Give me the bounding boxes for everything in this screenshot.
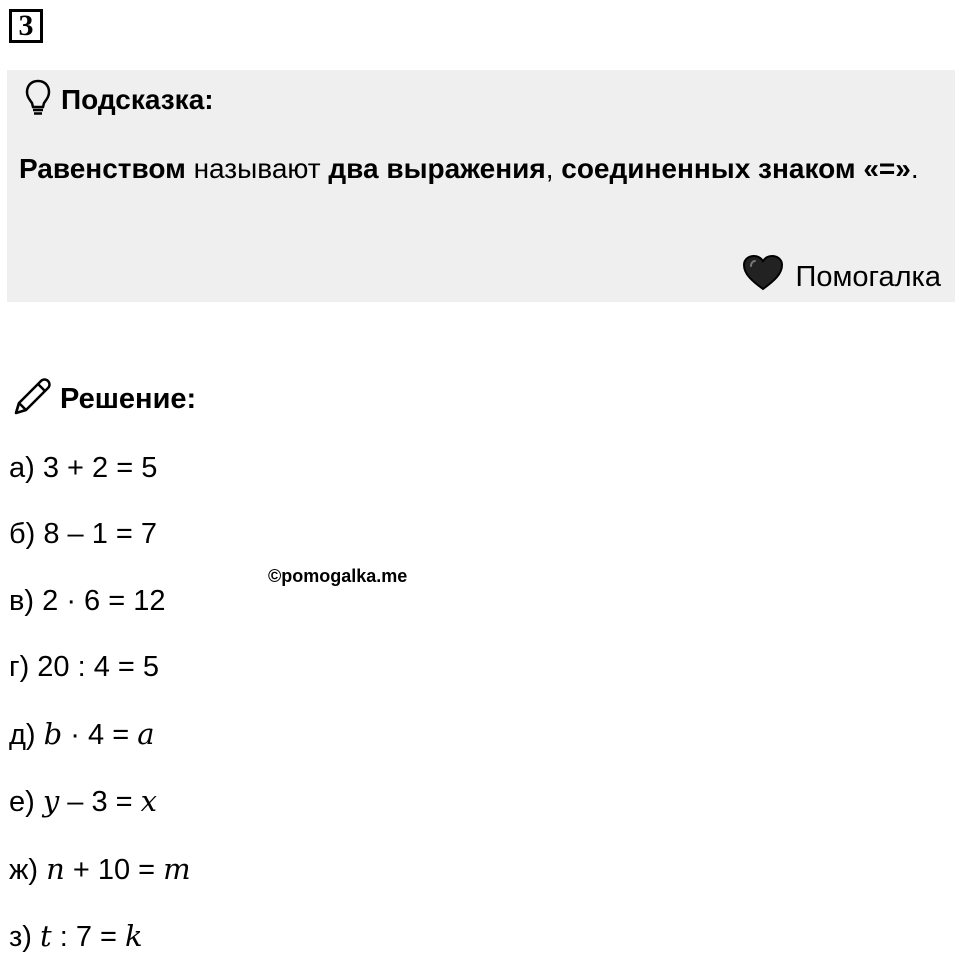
hint-box xyxy=(7,70,955,302)
watermark: ©pomogalka.me xyxy=(268,566,408,586)
hint-part-5: . xyxy=(910,153,919,184)
solution-title: Решение: xyxy=(60,382,197,415)
task-number: 3 xyxy=(9,9,43,43)
item-label: ж) xyxy=(9,854,39,886)
variable: b xyxy=(43,717,63,751)
expression-text: 3 + 2 = 5 xyxy=(34,452,158,484)
variable: t xyxy=(40,919,52,953)
expression-text: 2 · 6 = 12 xyxy=(34,585,166,617)
item-label: а) xyxy=(9,452,35,484)
variable: x xyxy=(140,784,158,818)
expression-text: · 4 = xyxy=(62,719,138,751)
hint-part-1: называют xyxy=(185,153,329,184)
variable: a xyxy=(137,717,155,751)
solution-item xyxy=(9,849,191,889)
item-label: б) xyxy=(9,518,36,550)
expression-text xyxy=(32,921,40,953)
item-label: з) xyxy=(9,921,32,953)
item-label: в) xyxy=(9,585,35,617)
solution-item xyxy=(9,448,157,488)
expression-text xyxy=(36,719,44,751)
hint-part-2: два выражения xyxy=(328,153,546,184)
variable: n xyxy=(46,852,65,886)
pencil-icon xyxy=(10,375,54,424)
hint-part-0: Равенством xyxy=(19,153,186,184)
solution-header xyxy=(10,376,196,422)
hint-part-4: соединенных знаком «=» xyxy=(561,153,911,184)
hint-title: Подсказка: xyxy=(61,84,214,115)
expression-text xyxy=(35,786,43,818)
solution-item xyxy=(9,647,159,687)
solution-item xyxy=(9,581,165,621)
lightbulb-icon xyxy=(25,79,51,122)
heart-icon xyxy=(742,254,784,300)
item-label: г) xyxy=(9,651,30,683)
hint-text xyxy=(19,142,919,196)
expression-text xyxy=(38,854,46,886)
hint-part-3: , xyxy=(545,153,562,184)
hint-header xyxy=(25,80,214,120)
brand xyxy=(742,254,941,300)
expression-text: 8 – 1 = 7 xyxy=(35,518,158,550)
expression-text: – 3 = xyxy=(59,786,141,818)
solution-item xyxy=(9,781,157,821)
brand-name: Помогалка xyxy=(795,260,941,293)
solution-item xyxy=(9,714,154,754)
variable: y xyxy=(42,784,60,818)
expression-text: + 10 = xyxy=(64,854,164,886)
solution-item xyxy=(9,514,157,554)
variable: m xyxy=(163,852,191,886)
solution-item xyxy=(9,916,143,956)
item-label: е) xyxy=(9,786,35,818)
variable: k xyxy=(125,919,143,953)
item-label: д) xyxy=(9,719,36,751)
expression-text: : 7 = xyxy=(51,921,126,953)
expression-text: 20 : 4 = 5 xyxy=(29,651,160,683)
